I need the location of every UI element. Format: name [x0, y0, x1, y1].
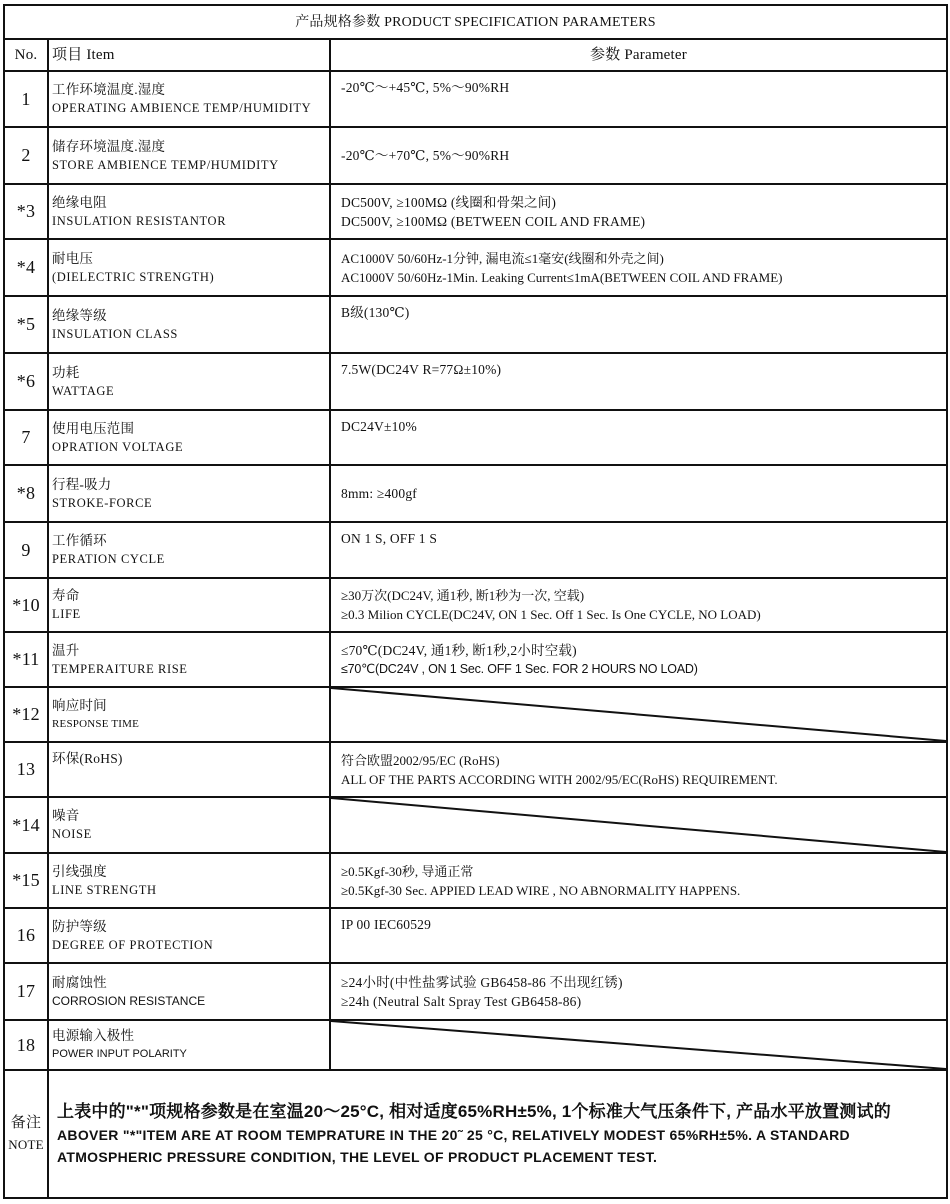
item-name-en: CORROSION RESISTANCE	[52, 993, 206, 1008]
parameter-line: ≤70℃(DC24V , ON 1 Sec. OFF 1 Sec. FOR 2 HOURS NO LOAD)	[341, 661, 698, 676]
item-name-zh: 环保(RoHS)	[52, 751, 123, 766]
row-number: *8	[4, 465, 48, 522]
table-row	[4, 578, 947, 632]
item-name-zh: 绝缘等级	[52, 307, 107, 323]
parameter-line: ALL OF THE PARTS ACCORDING WITH 2002/95/EC(RoHS) REQUIREMENT.	[341, 771, 778, 787]
table-row	[4, 410, 947, 465]
item-cell	[48, 127, 330, 184]
parameter-cell	[330, 522, 947, 578]
parameter-line: AC1000V 50/60Hz-1分钟, 漏电流≤1毫安(线圈和外壳之间)	[341, 250, 664, 266]
specification-sheet	[3, 4, 947, 1200]
item-name-en: WATTAGE	[52, 383, 115, 398]
note-label-en: NOTE	[8, 1137, 44, 1152]
table-row	[4, 522, 947, 578]
table-row	[4, 687, 947, 742]
table-row	[4, 1020, 947, 1070]
item-name-zh: 绝缘电阻	[52, 194, 107, 210]
table-row	[4, 71, 947, 127]
parameter-cell	[330, 410, 947, 465]
item-cell	[48, 239, 330, 296]
item-name-zh: 电源输入极性	[52, 1028, 135, 1043]
parameter-cell	[330, 578, 947, 632]
diagonal-slash	[331, 1021, 946, 1069]
item-cell	[48, 465, 330, 522]
parameter-line: -20℃～+70℃, 5%～90%RH	[341, 148, 510, 163]
item-name-en: POWER INPUT POLARITY	[52, 1048, 187, 1060]
note-text-zh: 上表中的"*"项规格参数是在室温20～25°C, 相对适度65%RH±5%, 1个标准大气压条件下, 产品水平放置测试的	[57, 1102, 891, 1121]
parameter-line: ≥0.5Kgf-30秒, 导通正常	[341, 863, 474, 879]
parameter-cell	[330, 853, 947, 908]
item-cell	[48, 742, 330, 797]
item-cell	[48, 908, 330, 963]
item-cell	[48, 71, 330, 127]
parameter-cell	[330, 127, 947, 184]
row-number: *4	[4, 239, 48, 296]
row-number: *15	[4, 853, 48, 908]
parameter-line: AC1000V 50/60Hz-1Min. Leaking Current≤1mA(BETWEEN COIL AND FRAME)	[341, 269, 783, 285]
parameter-line: DC500V, ≥100MΩ (线圈和骨架之间)	[341, 194, 557, 210]
row-number: *11	[4, 632, 48, 687]
item-name-zh: 防护等级	[52, 918, 107, 934]
item-name-zh: 行程-吸力	[52, 476, 112, 492]
item-name-en: TEMPERAITURE RISE	[52, 661, 188, 676]
item-name-zh: 功耗	[52, 364, 80, 380]
item-name-zh: 温升	[52, 642, 80, 658]
item-name-en: INSULATION RESISTANTOR	[52, 213, 227, 228]
row-number: 16	[4, 908, 48, 963]
parameter-line: ≥0.3 Milion CYCLE(DC24V, ON 1 Sec. Off 1 Sec. Is One CYCLE, NO LOAD)	[341, 607, 761, 622]
parameter-line: 8mm: ≥400gf	[341, 486, 417, 501]
table-row	[4, 184, 947, 239]
item-name-en: LINE STRENGTH	[52, 882, 157, 897]
item-name-zh: 耐腐蚀性	[52, 974, 107, 990]
parameter-cell-empty	[330, 797, 947, 853]
item-name-zh: 储存环境温度.湿度	[52, 138, 166, 154]
item-cell	[48, 410, 330, 465]
parameter-line: ≤70℃(DC24V, 通1秒, 断1秒,2小时空载)	[341, 642, 577, 658]
item-name-en: INSULATION CLASS	[52, 326, 178, 341]
item-name-en: DEGREE OF PROTECTION	[52, 937, 214, 952]
parameter-cell-empty	[330, 687, 947, 742]
row-number: *6	[4, 353, 48, 410]
item-cell	[48, 296, 330, 353]
item-cell	[48, 687, 330, 742]
parameter-cell	[330, 184, 947, 239]
table-title: 产品规格参数 PRODUCT SPECIFICATION PARAMETERS	[4, 5, 947, 39]
item-name-zh: 响应时间	[52, 697, 107, 713]
item-name-en: OPRATION VOLTAGE	[52, 439, 184, 454]
parameter-line: IP 00 IEC60529	[341, 917, 432, 932]
row-number: *12	[4, 687, 48, 742]
parameter-cell	[330, 239, 947, 296]
header-item: 项目 Item	[48, 39, 330, 71]
item-name-zh: 工作环境温度.湿度	[52, 82, 166, 97]
table-row	[4, 353, 947, 410]
parameter-cell	[330, 963, 947, 1020]
table-row	[4, 632, 947, 687]
parameter-line: ≥24小时(中性盐雾试验 GB6458-86 不出现红锈)	[341, 974, 623, 990]
item-name-en: NOISE	[52, 827, 92, 841]
item-name-en: STROKE-FORCE	[52, 495, 153, 510]
table-row	[4, 742, 947, 797]
note-text	[48, 1070, 947, 1198]
parameter-cell	[330, 632, 947, 687]
parameter-cell	[330, 742, 947, 797]
item-name-en: OPERATING AMBIENCE TEMP/HUMIDITY	[52, 101, 312, 115]
item-cell	[48, 184, 330, 239]
diagonal-slash	[331, 798, 946, 852]
row-number: *5	[4, 296, 48, 353]
table-row	[4, 963, 947, 1020]
parameter-line: ≥0.5Kgf-30 Sec. APPIED LEAD WIRE , NO ABNORMALITY HAPPENS.	[341, 882, 741, 898]
item-name-en: PERATION CYCLE	[52, 552, 165, 566]
header-parameter: 参数 Parameter	[330, 39, 947, 71]
table-row	[4, 853, 947, 908]
spec-table	[3, 4, 948, 1199]
table-row	[4, 797, 947, 853]
item-cell	[48, 353, 330, 410]
row-number: 18	[4, 1020, 48, 1070]
item-name-zh: 耐电压	[52, 250, 94, 266]
table-row	[4, 465, 947, 522]
parameter-line: ON 1 S, OFF 1 S	[341, 531, 438, 546]
parameter-cell	[330, 71, 947, 127]
parameter-cell	[330, 465, 947, 522]
item-cell	[48, 797, 330, 853]
item-name-en: RESPONSE TIME	[52, 717, 140, 730]
row-number: *14	[4, 797, 48, 853]
item-name-en: (DIELECTRIC STRENGTH)	[52, 269, 215, 284]
parameter-line: 7.5W(DC24V R=77Ω±10%)	[341, 362, 502, 377]
parameter-line: ≥30万次(DC24V, 通1秒, 断1秒为一次, 空载)	[341, 588, 585, 603]
item-cell	[48, 1020, 330, 1070]
parameter-line: 符合欧盟2002/95/EC (RoHS)	[341, 752, 500, 768]
table-row	[4, 127, 947, 184]
row-number: 17	[4, 963, 48, 1020]
parameter-line: DC500V, ≥100MΩ (BETWEEN COIL AND FRAME)	[341, 213, 646, 229]
item-cell	[48, 522, 330, 578]
item-name-zh: 工作循环	[52, 533, 107, 548]
note-text-en: ABOVER "*"ITEM ARE AT ROOM TEMPRATURE IN THE 20˜ 25 °C, RELATIVELY MODEST 65%RH±5%. A STANDARD ATMOSPHERIC PRESSURE CONDITION, THE LEVEL OF PRODUCT PLACEMENT TEST.	[57, 1127, 850, 1165]
row-number: 7	[4, 410, 48, 465]
diagonal-slash	[331, 688, 946, 741]
row-number: 13	[4, 742, 48, 797]
row-number: 1	[4, 71, 48, 127]
row-number: *10	[4, 578, 48, 632]
item-name-en: LIFE	[52, 607, 81, 621]
table-row	[4, 296, 947, 353]
parameter-cell	[330, 353, 947, 410]
parameter-cell-empty	[330, 1020, 947, 1070]
parameter-line: DC24V±10%	[341, 419, 417, 434]
note-row	[4, 1070, 947, 1198]
note-label	[4, 1070, 48, 1198]
item-cell	[48, 963, 330, 1020]
item-cell	[48, 578, 330, 632]
row-number: *3	[4, 184, 48, 239]
item-name-zh: 引线强度	[52, 863, 107, 879]
parameter-line: -20℃～+45℃, 5%～90%RH	[341, 80, 510, 95]
item-name-zh: 寿命	[52, 588, 80, 603]
item-cell	[48, 632, 330, 687]
table-row	[4, 239, 947, 296]
parameter-cell	[330, 296, 947, 353]
item-cell	[48, 853, 330, 908]
table-row	[4, 908, 947, 963]
note-label-zh: 备注	[10, 1115, 42, 1131]
row-number: 2	[4, 127, 48, 184]
row-number: 9	[4, 522, 48, 578]
parameter-cell	[330, 908, 947, 963]
item-name-zh: 噪音	[52, 808, 80, 823]
parameter-line: B级(130℃)	[341, 305, 410, 320]
item-name-zh: 使用电压范围	[52, 420, 135, 436]
parameter-line: ≥24h (Neutral Salt Spray Test GB6458-86)	[341, 993, 582, 1009]
item-name-en: STORE AMBIENCE TEMP/HUMIDITY	[52, 157, 279, 172]
header-no: No.	[4, 39, 48, 71]
